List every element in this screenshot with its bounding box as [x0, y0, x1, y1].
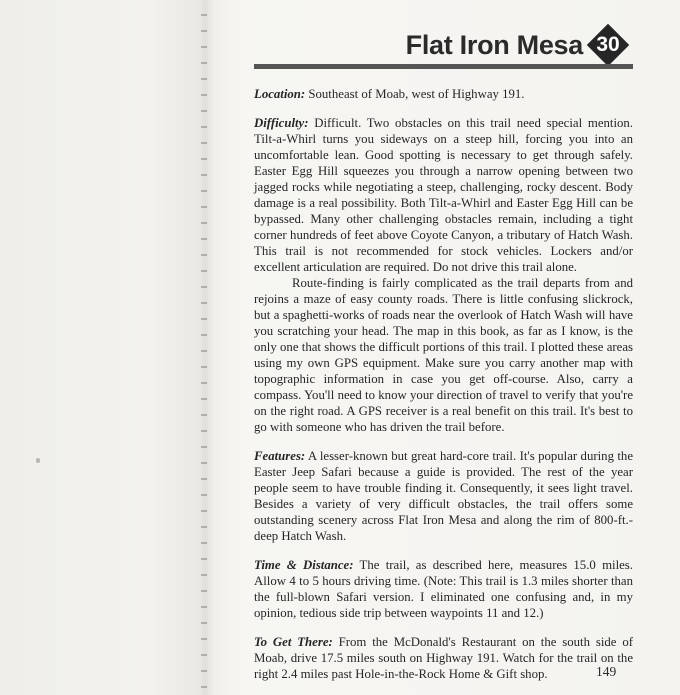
time-distance-label: Time & Distance: [254, 558, 354, 572]
trail-number: 30 [596, 33, 620, 56]
body-text [254, 86, 633, 695]
route-finding-paragraph: Route-finding is fairly complicated as the trail departs from and rejoins a maze of easy county roads. There is little confusing slickrock, but a spaghetti-works of roads near the overlook of Hatch Wash will have you scratching your head. The map in this book, as far as I know, is the only one that shows the difficult portions of this trail. I plotted these areas using my own GPS equipment. Make sure you carry another map with topographic information in case you get off-course. Also, carry a compass. You'll need to know your direction of travel to verify that you're on the right road. A GPS receiver is a real benefit on this trail. It's best to go with someone who has driven the trail before. [254, 276, 633, 434]
difficulty-label: Difficulty: [254, 116, 309, 130]
time-distance-text: The trail, as described here, measures 15.0 miles. Allow 4 to 5 hours driving time. (Note: This trail is 1.3 miles shorter than the full-blown Safari version. I eliminated one confusing and, in my opinion, tedious side trip between waypoints 11 and 12.) [254, 558, 633, 620]
features-label: Features: [254, 449, 306, 463]
trail-number-badge [587, 24, 629, 66]
time-distance-paragraph [254, 557, 633, 621]
to-get-there-text: From the McDonald's Restaurant on the south side of Moab, drive 17.5 miles south on Highway 191. Watch for the trail on the right 2.4 miles past Hole-in-the-Rock Home & Gift shop. [254, 635, 633, 681]
paper-speck [36, 458, 40, 463]
features-paragraph [254, 448, 633, 544]
to-get-there-paragraph [254, 634, 633, 682]
to-get-there-label: To Get There: [254, 635, 333, 649]
difficulty-paragraph [254, 115, 633, 275]
location-paragraph [254, 86, 633, 102]
difficulty-text: Difficult. Two obstacles on this trail need special mention. Tilt-a-Whirl turns you sideways on a steep hill, forcing you into an uncomfortable lean. Good spotting is necessary to get through safely. Easter Egg Hill squeezes you through a narrow opening between two jagged rocks while negotiating a steep, challenging, rocky descent. Body damage is a real possibility. Both Tilt-a-Whirl and Easter Egg Hill can be bypassed. Many other challenging obstacles remain, including a tight corner hundreds of feet above Coyote Canyon, a tributary of Hatch Wash. This trail is not recommended for stock vehicles. Lockers and/or excellent articulation are required. Do not drive this trail alone. [254, 116, 633, 274]
features-text: A lesser-known but great hard-core trail. It's popular during the Easter Jeep Safari because a guide is provided. The rest of the year people seem to have trouble finding it. Consequently, it sees light travel. Besides a variety of very difficult obstacles, the trail offers some outstanding scenery across Flat Iron Mesa and along the rim of 800-ft.-deep Hatch Wash. [254, 449, 634, 543]
page-number: 149 [596, 664, 617, 679]
location-label: Location: [254, 87, 306, 101]
page-title: Flat Iron Mesa [405, 30, 583, 60]
header-rule [254, 64, 633, 69]
location-text: Southeast of Moab, west of Highway 191. [308, 87, 525, 101]
binding-perforation [201, 0, 207, 695]
